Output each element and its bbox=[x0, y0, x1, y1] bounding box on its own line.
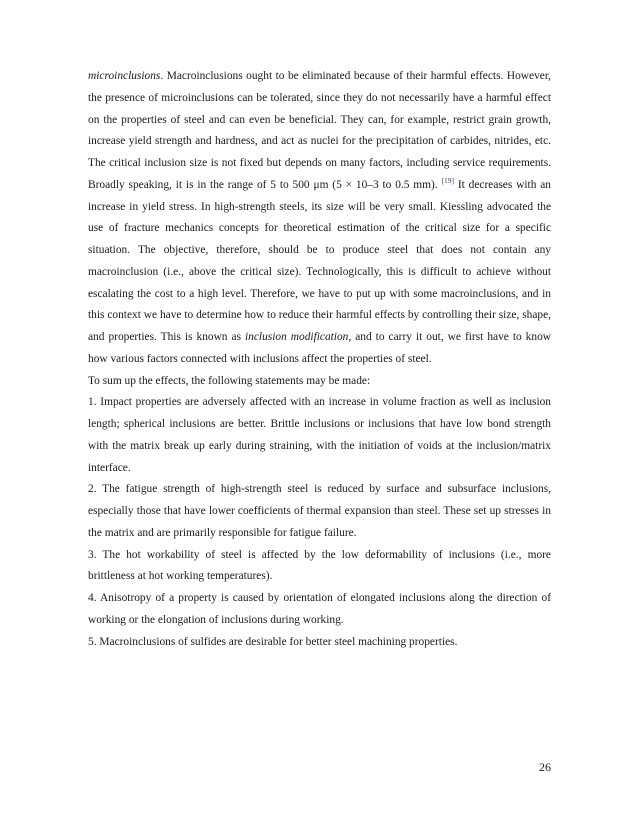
statement-3: 3. The hot workability of steel is affected by the low deformability of inclusions (i.e., more brittleness at hot working temperatures). bbox=[88, 548, 551, 583]
intro-text-part-3: , and to carry it out, we first have to know how various factors connected with inclusions affect the properties of steel. bbox=[88, 331, 551, 365]
citation-reference[interactable]: [19] bbox=[441, 175, 455, 185]
statement-5: 5. Macroinclusions of sulfides are desirable for better steel machining properties. bbox=[88, 635, 458, 648]
statement-1: 1. Impact properties are adversely affected with an increase in volume fraction as well as inclusion length; spherical inclusions are better. Brittle inclusions or inclusions that have low bond strength with the matrix break up early during straining, with the initiation of voids at the inclusion/matrix interface. bbox=[88, 396, 551, 474]
term-microinclusions: microinclusions bbox=[88, 70, 161, 82]
body-text bbox=[88, 66, 551, 653]
statement-2: 2. The fatigue strength of high-strength steel is reduced by surface and subsurface inclusions, especially those that have lower coefficients of thermal expansion than steel. These set up stresses in the matrix and are primarily responsible for fatigue failure. bbox=[88, 483, 551, 539]
intro-paragraph bbox=[88, 66, 551, 371]
intro-text-part-2: It decreases with an increase in yield stress. In high-strength steels, its size will be very small. Kiessling advocated the use of fracture mechanics concepts for theoretical estimation of the critical size for a specific situation. The objective, therefore, should be to produce steel that does not contain any macroinclusion (i.e., above the critical size). Technologically, this is difficult to achieve without escalating the cost to a high level. Therefore, we have to put up with some macroinclusions, and in this context we have to determine how to reduce their harmful effects by controlling their size, shape, and properties. This is known as bbox=[88, 178, 551, 343]
statement-4: 4. Anisotropy of a property is caused by orientation of elongated inclusions along the direction of working or the elongation of inclusions during working. bbox=[88, 592, 551, 626]
term-inclusion-modification: inclusion modification bbox=[245, 331, 349, 343]
summary-intro: To sum up the effects, the following statements may be made: bbox=[88, 374, 371, 387]
intro-text-part-1: . Macroinclusions ought to be eliminated because of their harmful effects. However, the presence of microinclusions can be tolerated, since they do not necessarily have a harmful effect on the properties of steel and can even be beneficial. They can, for example, restrict grain growth, increase yield strength and hardness, and act as nuclei for the precipitation of carbides, nitrides, etc. The critical inclusion size is not fixed but depends on many factors, including service requirements. Broadly speaking, it is in the range of 5 to 500 μm (5 × 10–3 to 0.5 mm). bbox=[88, 70, 551, 191]
page-number: 26 bbox=[539, 760, 551, 774]
